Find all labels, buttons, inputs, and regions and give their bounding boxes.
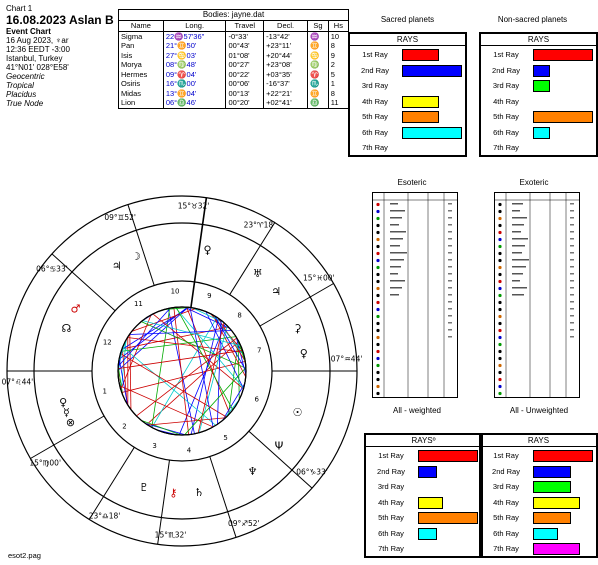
sacred-heading: Sacred planets (380, 15, 435, 24)
bodies-cell: ♋ (308, 51, 329, 61)
bodies-cell: 00°13' (226, 89, 264, 99)
planet-glyph: ☿ (63, 406, 70, 420)
page-filename: esot2.pag (8, 551, 41, 560)
weighted-ray-row (366, 509, 481, 525)
ray-bar (402, 49, 439, 61)
house-number: 11 (133, 299, 143, 308)
planet-glyph: ♀ (203, 243, 212, 257)
house-cusp-line (52, 254, 115, 311)
weighted-rays-title: RAYSº (366, 435, 481, 447)
aspect-line (122, 327, 229, 349)
bodies-row (119, 51, 348, 61)
bodies-cell: 22♒57'36" (163, 31, 226, 41)
house-number: 10 (170, 287, 180, 296)
ray-bar (402, 127, 462, 139)
ray-bar (418, 466, 437, 478)
weighted-rays-box (364, 433, 483, 558)
unweighted-ray-row (481, 447, 596, 463)
planet-glyph: ♇ (139, 480, 149, 494)
sacred-ray-row (350, 77, 465, 93)
ray-label: 1st Ray (493, 451, 519, 460)
ray-label: 6th Ray (362, 127, 388, 137)
nonsacred-ray-row (481, 62, 596, 78)
aspect-line (120, 386, 213, 427)
ray-bar (533, 481, 571, 493)
bodies-cell: Midas (121, 88, 142, 98)
weighted-ray-row (366, 540, 481, 556)
planet-glyph: ♃ (271, 284, 282, 298)
bodies-cell: +20°44' (264, 51, 308, 61)
unweighted-ray-row (481, 478, 596, 494)
exoteric-table (494, 192, 580, 398)
ray-label: 7th Ray (493, 143, 519, 152)
sacred-ray-row (350, 93, 465, 109)
bodies-cell: 16°♏00' (163, 79, 226, 89)
planet-glyph: ☊ (61, 321, 72, 335)
ray-label: 5th Ray (362, 112, 388, 121)
esoteric-caption: All - weighted (392, 406, 442, 415)
bodies-cell: 00°06' (226, 79, 264, 89)
unweighted-ray-row (481, 494, 596, 510)
bodies-row (119, 89, 348, 99)
bodies-cell: Lion (121, 98, 136, 107)
weighted-ray-row (366, 478, 481, 494)
ray-label: 2nd Ray (492, 466, 520, 476)
nonsacred-ray-row (481, 139, 596, 155)
weighted-ray-row (366, 525, 481, 541)
house-number: 5 (223, 434, 228, 443)
bodies-cell: 08°♍48' (163, 60, 226, 70)
bodies-cell: 21°♊50' (163, 41, 226, 51)
esoteric-title: Esoteric (397, 178, 427, 187)
ray-bar (533, 512, 571, 524)
bodies-cell: Isis (121, 50, 133, 60)
bodies-row (119, 60, 348, 70)
bodies-cell: Pan (121, 41, 135, 50)
bodies-cell: 09°♈04' (163, 70, 226, 80)
planet-glyph: ♅ (252, 267, 263, 281)
ray-bar (533, 80, 550, 92)
ray-bar (533, 466, 571, 478)
aspect-line (120, 354, 226, 417)
planet-glyph: ⚷ (169, 486, 178, 500)
ray-label: 4th Ray (362, 96, 388, 106)
bodies-header-1: Long. (163, 21, 226, 31)
ray-label: 5th Ray (493, 112, 519, 121)
bodies-cell: +23°08' (264, 60, 308, 70)
exoteric-title: Exoteric (519, 178, 549, 187)
ray-bar (402, 65, 462, 77)
planet-glyph: ♄ (194, 485, 205, 499)
chart-number: Chart 1 (6, 4, 33, 13)
ray-label: 6th Ray (493, 528, 519, 538)
ray-bar (418, 512, 478, 524)
ray-bar (533, 111, 593, 123)
planet-glyph: Ψ (274, 439, 284, 453)
bodies-header-3: Decl. (264, 21, 308, 31)
bodies-cell: 06°♎46' (163, 98, 226, 108)
bodies-header-5: Hs (328, 21, 348, 31)
ray-bar (533, 49, 593, 61)
bodies-row (119, 79, 348, 89)
sacred-rays-title: RAYS (350, 34, 465, 46)
ray-bar (533, 450, 593, 462)
planet-glyph: ☽ (130, 249, 141, 263)
bodies-cell: Osiris (121, 79, 141, 88)
planet-glyph: ♀ (299, 346, 308, 360)
unweighted-ray-row (481, 540, 596, 556)
ray-bar (402, 111, 439, 123)
bodies-cell: 00°27' (226, 60, 264, 70)
cusp-label: 23°♎18' (88, 511, 121, 521)
house-number: 7 (257, 346, 262, 355)
cusp-label: 07°♌44' (1, 377, 34, 387)
bodies-cell: -13°42' (264, 31, 308, 41)
cusp-label: 15°♍00' (29, 458, 62, 468)
bodies-row (119, 98, 348, 108)
planet-glyph: ⊗ (65, 415, 76, 429)
nonsacred-ray-row (481, 124, 596, 140)
ray-bar (533, 497, 580, 509)
ray-bar (533, 65, 550, 77)
bodies-cell: 10 (328, 31, 348, 41)
aspect-line (119, 338, 127, 362)
ray-label: 5th Ray (493, 513, 519, 522)
ray-label: 4th Ray (493, 497, 519, 507)
unweighted-rays-box (479, 433, 598, 558)
sacred-ray-row (350, 46, 465, 62)
ray-bar (418, 497, 443, 509)
weighted-ray-row (366, 494, 481, 510)
ray-label: 3rd Ray (377, 482, 405, 491)
nonsacred-ray-row (481, 77, 596, 93)
ray-bar (533, 528, 558, 540)
bodies-cell: Sigma (121, 31, 143, 41)
bodies-cell: ♊ (308, 41, 329, 51)
option-true-node: True Node (6, 99, 44, 108)
bodies-cell: 8 (328, 41, 348, 51)
ray-label: 2nd Ray (361, 65, 389, 75)
ray-bar (418, 528, 437, 540)
bodies-header-0: Name (119, 21, 163, 31)
cusp-label: 09°♊52' (104, 213, 137, 223)
bodies-cell: Hermes (121, 69, 148, 79)
chart-coords: 41°N01' 028°E58' (6, 63, 69, 72)
cusp-label: 23°♈18' (243, 220, 276, 230)
cusp-label: 06°♋33' (36, 264, 68, 274)
chart-info (6, 4, 118, 108)
chart-place: Istanbul, Turkey (6, 54, 63, 63)
sacred-ray-row (350, 124, 465, 140)
planet-glyph: ♆ (247, 464, 258, 478)
ray-bar (418, 450, 478, 462)
ray-bar (533, 127, 550, 139)
nonsacred-ray-row (481, 108, 596, 124)
chart-title: 16.08.2023 Aslan B (6, 13, 114, 27)
chart-time: 12:36 EEDT -3:00 (6, 45, 70, 54)
aspect-line (136, 338, 236, 416)
bodies-cell: 01°08' (226, 51, 264, 61)
option-geocentric: Geocentric (6, 72, 45, 81)
sacred-ray-row (350, 139, 465, 155)
ray-label: 1st Ray (362, 50, 388, 59)
cusp-label: 07°♒44' (330, 354, 363, 364)
bodies-cell: 1 (328, 79, 348, 89)
bodies-cell: +23°11' (264, 41, 308, 51)
bodies-header-2: Travel (226, 21, 264, 31)
ray-label: 7th Ray (378, 544, 404, 553)
house-number: 12 (102, 338, 112, 347)
bodies-cell: ♊ (308, 89, 329, 99)
house-number: 9 (207, 291, 212, 300)
ray-label: 4th Ray (378, 497, 404, 507)
cusp-label: 09°♐52' (227, 518, 260, 528)
bodies-cell: Morya (121, 60, 142, 69)
bodies-cell: +03°35' (264, 70, 308, 80)
ray-bar (533, 543, 580, 555)
aspect-line (130, 334, 131, 410)
ray-label: 6th Ray (378, 528, 404, 538)
sacred-rays-box (348, 32, 467, 157)
bodies-cell: +02°41' (264, 98, 308, 108)
bodies-cell: ♏ (308, 79, 329, 89)
bodies-cell: 13°♊04' (163, 89, 226, 99)
aspect-line (123, 347, 216, 425)
unweighted-ray-row (481, 509, 596, 525)
option-tropical: Tropical (6, 81, 34, 90)
bodies-row (119, 41, 348, 51)
chart-date: 16 Aug 2023, ♆ar (6, 36, 69, 45)
ray-label: 1st Ray (378, 451, 404, 460)
unweighted-ray-row (481, 463, 596, 479)
unweighted-rays-title: RAYS (481, 435, 596, 447)
chart-type: Event Chart (6, 27, 51, 36)
ray-label: 6th Ray (493, 127, 519, 137)
nonsacred-ray-row (481, 46, 596, 62)
cusp-label: 15°♉32' (177, 201, 210, 211)
bodies-table (118, 9, 349, 109)
nonsacred-rays-title: RAYS (481, 34, 596, 46)
bodies-cell: -16°37' (264, 79, 308, 89)
house-number: 8 (237, 311, 242, 320)
bodies-cell: 27°♋03' (163, 51, 226, 61)
cusp-label: 15°♏32' (154, 530, 187, 540)
bodies-cell: ♍ (308, 60, 329, 70)
planet-glyph: ♃ (111, 259, 122, 273)
nonsacred-heading: Non-sacred planets (497, 15, 568, 24)
house-number: 1 (102, 387, 107, 396)
bodies-cell: 8 (328, 89, 348, 99)
house-number: 2 (122, 422, 127, 431)
cusp-label: 06°♑33' (296, 467, 328, 477)
option-placidus: Placidus (6, 90, 37, 99)
chart-wheel (1, 190, 363, 552)
bodies-row (119, 70, 348, 80)
bodies-cell: 00°22' (226, 70, 264, 80)
planet-glyph: ⚳ (293, 321, 302, 335)
aspect-line (222, 384, 244, 421)
ray-label: 1st Ray (493, 50, 519, 59)
ray-label: 7th Ray (493, 544, 519, 553)
sacred-ray-row (350, 62, 465, 78)
bodies-cell: 9 (328, 51, 348, 61)
ray-label: 7th Ray (362, 143, 388, 152)
ray-label: 2nd Ray (492, 65, 520, 75)
ray-bar (402, 96, 439, 108)
planet-glyph: ♀ (59, 395, 68, 409)
house-number: 4 (186, 446, 192, 455)
bodies-cell: 2 (328, 60, 348, 70)
cusp-label: 15°♓00' (302, 273, 335, 283)
ray-label: 3rd Ray (492, 81, 520, 90)
weighted-ray-row (366, 463, 481, 479)
ray-label: 2nd Ray (377, 466, 405, 476)
planet-glyph: ☉ (292, 406, 303, 420)
house-number: 3 (152, 442, 157, 451)
ray-label: 4th Ray (493, 96, 519, 106)
bodies-cell: ♒ (308, 31, 329, 41)
nonsacred-ray-row (481, 93, 596, 109)
ray-label: 3rd Ray (361, 81, 389, 90)
bodies-row (119, 31, 348, 41)
aspect-line (152, 317, 217, 427)
ray-label: 3rd Ray (492, 482, 520, 491)
exoteric-caption: All - Unweighted (509, 406, 569, 415)
bodies-title: Bodies: jayne.dat (119, 10, 348, 21)
bodies-cell: 5 (328, 70, 348, 80)
bodies-cell: 00°20' (226, 98, 264, 108)
bodies-cell: 11 (328, 98, 348, 108)
bodies-cell: ♎ (308, 98, 329, 108)
planet-glyph: ♂ (70, 302, 81, 316)
bodies-header-4: Sg (308, 21, 329, 31)
nonsacred-rays-box (479, 32, 598, 157)
esoteric-table (372, 192, 458, 398)
bodies-cell: ♈ (308, 70, 329, 80)
ray-label: 5th Ray (378, 513, 404, 522)
bodies-cell: +22°21' (264, 89, 308, 99)
bodies-cell: -0°33' (226, 31, 264, 41)
unweighted-ray-row (481, 525, 596, 541)
weighted-ray-row (366, 447, 481, 463)
sacred-ray-row (350, 108, 465, 124)
house-number: 6 (254, 395, 259, 404)
bodies-cell: 00°43' (226, 41, 264, 51)
